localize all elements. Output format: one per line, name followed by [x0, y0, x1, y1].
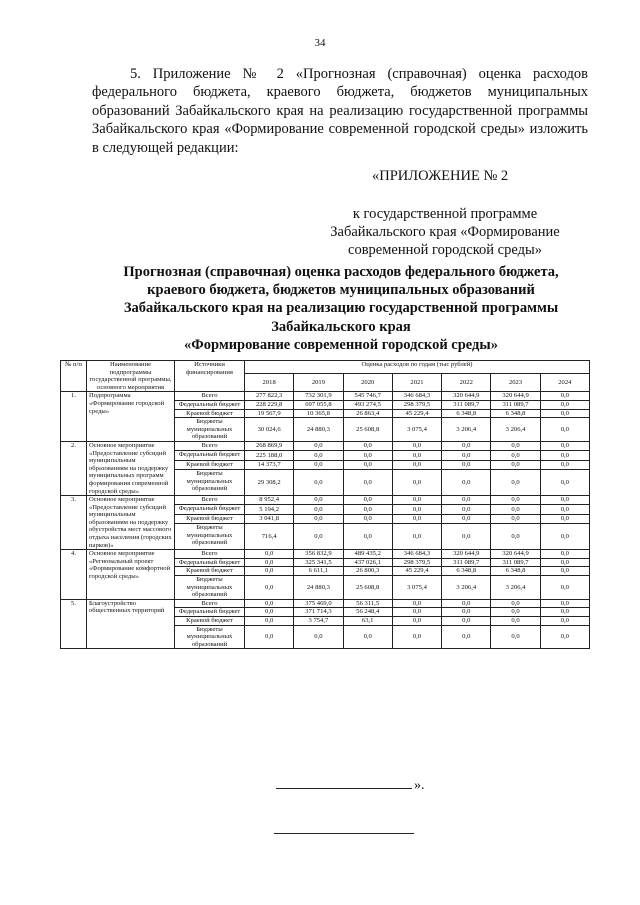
funding-source: Всего — [175, 496, 245, 505]
amount-cell: 0,0 — [491, 470, 540, 496]
amount-cell: 0,0 — [392, 451, 441, 460]
amount-cell: 0,0 — [540, 451, 589, 460]
amount-cell: 0,0 — [343, 451, 392, 460]
title-line-5: «Формирование современной городской среды» — [184, 336, 498, 353]
title-line-4: Забайкальского края — [271, 318, 411, 335]
table-row — [61, 496, 590, 505]
amount-cell: 0,0 — [392, 496, 441, 505]
amount-cell: 0,0 — [442, 505, 491, 514]
amount-cell: 437 026,1 — [343, 558, 392, 567]
amount-cell: 0,0 — [245, 576, 294, 600]
amount-cell: 0,0 — [442, 496, 491, 505]
amendment-paragraph: 5. Приложение № 2 «Прогнозная (справочная) оценка расходов федерального бюджета, краевого бюджета, бюджетов муниципальных образований Забайкальского края на реализацию государственной программы Забайкальского края «Формирование современной городской среды» изложить в следующей редакции: — [92, 66, 588, 156]
funding-source: Краевой бюджет — [175, 460, 245, 469]
amount-cell: 0,0 — [540, 470, 589, 496]
header-year: 2023 — [491, 374, 540, 392]
row-name: Благоустройство общественных территорий — [87, 599, 175, 649]
funding-source: Федеральный бюджет — [175, 558, 245, 567]
amount-cell: 56 311,5 — [343, 599, 392, 608]
amount-cell: 0,0 — [540, 441, 589, 450]
amount-cell: 0,0 — [491, 505, 540, 514]
amount-cell: 0,0 — [491, 496, 540, 505]
amount-cell: 3 206,4 — [491, 576, 540, 600]
amount-cell: 26 800,3 — [343, 567, 392, 576]
amount-cell: 0,0 — [540, 625, 589, 649]
amount-cell: 716,4 — [245, 524, 294, 550]
amount-cell: 489 435,2 — [343, 550, 392, 559]
appendix-title: «ПРИЛОЖЕНИЕ № 2 — [372, 168, 509, 184]
closing-underline — [276, 788, 412, 789]
amount-cell: 0,0 — [540, 617, 589, 626]
amount-cell: 0,0 — [491, 460, 540, 469]
amount-cell: 6 348,8 — [442, 567, 491, 576]
amount-cell: 320 644,9 — [442, 550, 491, 559]
amount-cell: 0,0 — [540, 400, 589, 409]
amount-cell: 0,0 — [491, 524, 540, 550]
amount-cell: 371 714,3 — [294, 608, 343, 617]
table-row — [61, 441, 590, 450]
amount-cell: 8 952,4 — [245, 496, 294, 505]
amount-cell: 0,0 — [540, 524, 589, 550]
amount-cell: 6 348,8 — [491, 567, 540, 576]
amount-cell: 0,0 — [442, 470, 491, 496]
amount-cell: 298 379,5 — [392, 400, 441, 409]
amount-cell: 0,0 — [392, 608, 441, 617]
table-row — [61, 599, 590, 608]
amount-cell: 0,0 — [343, 505, 392, 514]
row-name: Основное мероприятие «Предоставление субсидий муниципальным образованиям на поддержку муниципальных программ формирования современной городской среды» — [87, 441, 175, 495]
table-header-row — [61, 361, 590, 374]
funding-source: Федеральный бюджет — [175, 608, 245, 617]
amount-cell: 0,0 — [245, 550, 294, 559]
funding-source: Краевой бюджет — [175, 409, 245, 418]
amount-cell: 0,0 — [392, 441, 441, 450]
document-title — [80, 263, 602, 354]
amount-cell: 0,0 — [491, 451, 540, 460]
amount-cell: 0,0 — [343, 514, 392, 523]
amount-cell: 325 341,5 — [294, 558, 343, 567]
header-num: № п/п — [61, 361, 87, 392]
amount-cell: 277 822,3 — [245, 392, 294, 401]
amount-cell: 0,0 — [442, 617, 491, 626]
amount-cell: 3 206,4 — [491, 418, 540, 442]
amount-cell: 0,0 — [245, 625, 294, 649]
amount-cell: 0,0 — [245, 599, 294, 608]
amount-cell: 0,0 — [392, 470, 441, 496]
amount-cell: 0,0 — [343, 625, 392, 649]
amount-cell: 0,0 — [540, 599, 589, 608]
amount-cell: 24 880,3 — [294, 576, 343, 600]
funding-source: Всего — [175, 599, 245, 608]
amount-cell: 6 348,8 — [491, 409, 540, 418]
row-number: 4. — [61, 550, 87, 600]
funding-source: Бюджеты муниципальных образований — [175, 524, 245, 550]
funding-source: Всего — [175, 550, 245, 559]
funding-source: Бюджеты муниципальных образований — [175, 470, 245, 496]
funding-source: Всего — [175, 392, 245, 401]
amount-cell: 19 567,9 — [245, 409, 294, 418]
funding-source: Всего — [175, 441, 245, 450]
appendix-line-2: Забайкальского края «Формирование — [330, 224, 560, 240]
amount-cell: 0,0 — [392, 617, 441, 626]
amount-cell: 0,0 — [343, 524, 392, 550]
amount-cell: 732 301,9 — [294, 392, 343, 401]
amount-cell: 0,0 — [540, 409, 589, 418]
title-line-1: Прогнозная (справочная) оценка расходов федерального бюджета, — [123, 264, 559, 280]
table-body — [61, 392, 590, 649]
row-name: Основное мероприятие «Предоставление субсидий муниципальным образованиям на поддержку обустройства мест массового отдыха населения (городских парков)» — [87, 496, 175, 550]
amount-cell: 0,0 — [343, 460, 392, 469]
amount-cell: 29 308,2 — [245, 470, 294, 496]
row-number: 3. — [61, 496, 87, 550]
amount-cell: 24 880,3 — [294, 418, 343, 442]
amount-cell: 0,0 — [540, 505, 589, 514]
amount-cell: 0,0 — [540, 392, 589, 401]
amount-cell: 0,0 — [540, 558, 589, 567]
amount-cell: 375 469,0 — [294, 599, 343, 608]
amount-cell: 25 608,8 — [343, 418, 392, 442]
amount-cell: 0,0 — [294, 524, 343, 550]
amount-cell: 0,0 — [343, 470, 392, 496]
amount-cell: 0,0 — [245, 558, 294, 567]
amount-cell: 0,0 — [540, 514, 589, 523]
amount-cell: 320 644,9 — [491, 392, 540, 401]
row-name: Подпрограмма «Формирование городской среды» — [87, 392, 175, 442]
header-name: Наименование подпрограммы государственной программы, основного мероприятия — [87, 361, 175, 392]
funding-source: Федеральный бюджет — [175, 505, 245, 514]
amount-cell: 26 863,4 — [343, 409, 392, 418]
funding-source: Бюджеты муниципальных образований — [175, 576, 245, 600]
amount-cell: 0,0 — [491, 617, 540, 626]
header-source: Источники финансирования — [175, 361, 245, 392]
amount-cell: 0,0 — [540, 460, 589, 469]
funding-source: Федеральный бюджет — [175, 400, 245, 409]
table-row — [61, 550, 590, 559]
amount-cell: 0,0 — [540, 496, 589, 505]
amount-cell: 311 089,7 — [442, 400, 491, 409]
amount-cell: 30 024,6 — [245, 418, 294, 442]
amount-cell: 493 274,5 — [343, 400, 392, 409]
amount-cell: 0,0 — [540, 418, 589, 442]
amount-cell: 0,0 — [245, 608, 294, 617]
amount-cell: 0,0 — [540, 550, 589, 559]
funding-source: Бюджеты муниципальных образований — [175, 418, 245, 442]
amount-cell: 545 746,7 — [343, 392, 392, 401]
amount-cell: 0,0 — [392, 625, 441, 649]
amount-cell: 0,0 — [491, 441, 540, 450]
amount-cell: 0,0 — [294, 625, 343, 649]
amount-cell: 3 754,7 — [294, 617, 343, 626]
amount-cell: 0,0 — [392, 514, 441, 523]
row-number: 5. — [61, 599, 87, 649]
amount-cell: 0,0 — [442, 524, 491, 550]
amount-cell: 0,0 — [294, 460, 343, 469]
amount-cell: 0,0 — [392, 505, 441, 514]
appendix-line-1: к государственной программе — [352, 206, 538, 222]
amount-cell: 0,0 — [392, 524, 441, 550]
amount-cell: 6 348,8 — [442, 409, 491, 418]
amount-cell: 63,1 — [343, 617, 392, 626]
amount-cell: 346 684,3 — [392, 550, 441, 559]
amount-cell: 0,0 — [540, 576, 589, 600]
amount-cell: 25 608,8 — [343, 576, 392, 600]
amount-cell: 320 644,9 — [491, 550, 540, 559]
amount-cell: 3 041,8 — [245, 514, 294, 523]
amount-cell: 0,0 — [294, 441, 343, 450]
amount-cell: 3 206,4 — [442, 418, 491, 442]
title-line-3: Забайкальского края на реализацию государственной программы — [123, 300, 559, 317]
amount-cell: 3 206,4 — [442, 576, 491, 600]
amount-cell: 0,0 — [442, 608, 491, 617]
amount-cell: 0,0 — [343, 496, 392, 505]
header-year: 2024 — [540, 374, 589, 392]
amount-cell: 268 869,9 — [245, 441, 294, 450]
header-year: 2018 — [245, 374, 294, 392]
amount-cell: 356 832,9 — [294, 550, 343, 559]
amount-cell: 311 089,7 — [491, 400, 540, 409]
amount-cell: 311 089,7 — [491, 558, 540, 567]
amount-cell: 0,0 — [491, 625, 540, 649]
amount-cell: 0,0 — [442, 451, 491, 460]
page-number: 34 — [314, 37, 326, 49]
amount-cell: 298 379,5 — [392, 558, 441, 567]
amount-cell: 3 075,4 — [392, 418, 441, 442]
amount-cell: 10 365,8 — [294, 409, 343, 418]
amount-cell: 0,0 — [442, 599, 491, 608]
header-year: 2021 — [392, 374, 441, 392]
amount-cell: 0,0 — [442, 441, 491, 450]
amount-cell: 311 089,7 — [442, 558, 491, 567]
bottom-rule — [274, 833, 414, 834]
amount-cell: 0,0 — [294, 505, 343, 514]
row-name: Основное мероприятие «Региональный проект «Формирование комфортной городской среды» — [87, 550, 175, 600]
amount-cell: 0,0 — [442, 460, 491, 469]
budget-table — [60, 360, 590, 649]
amount-cell: 0,0 — [491, 599, 540, 608]
funding-source: Бюджеты муниципальных образований — [175, 625, 245, 649]
amount-cell: 0,0 — [294, 496, 343, 505]
amount-cell: 45 229,4 — [392, 409, 441, 418]
amount-cell: 225 188,0 — [245, 451, 294, 460]
closing-quote: ». — [414, 778, 425, 793]
header-year: 2019 — [294, 374, 343, 392]
amount-cell: 697 055,8 — [294, 400, 343, 409]
amount-cell: 0,0 — [491, 514, 540, 523]
amount-cell: 3 075,4 — [392, 576, 441, 600]
amount-cell: 346 684,3 — [392, 392, 441, 401]
title-line-2: краевого бюджета, бюджетов муниципальных образований — [147, 282, 535, 299]
amount-cell: 0,0 — [540, 567, 589, 576]
amount-cell: 0,0 — [294, 514, 343, 523]
amount-cell: 14 373,7 — [245, 460, 294, 469]
amount-cell: 45 229,4 — [392, 567, 441, 576]
amount-cell: 0,0 — [392, 599, 441, 608]
funding-source: Федеральный бюджет — [175, 451, 245, 460]
amount-cell: 0,0 — [343, 441, 392, 450]
header-estimate: Оценка расходов по годам (тыс рублей) — [245, 361, 590, 374]
amount-cell: 0,0 — [245, 617, 294, 626]
amount-cell: 0,0 — [540, 608, 589, 617]
funding-source: Краевой бюджет — [175, 514, 245, 523]
row-number: 2. — [61, 441, 87, 495]
appendix-reference — [300, 205, 590, 259]
header-year: 2020 — [343, 374, 392, 392]
amount-cell: 0,0 — [294, 470, 343, 496]
amount-cell: 6 611,1 — [294, 567, 343, 576]
amount-cell: 0,0 — [392, 460, 441, 469]
amount-cell: 0,0 — [442, 514, 491, 523]
amount-cell: 56 248,4 — [343, 608, 392, 617]
amount-cell: 5 194,2 — [245, 505, 294, 514]
row-number: 1. — [61, 392, 87, 442]
amount-cell: 320 644,9 — [442, 392, 491, 401]
funding-source: Краевой бюджет — [175, 567, 245, 576]
amount-cell: 0,0 — [294, 451, 343, 460]
table-row — [61, 392, 590, 401]
amount-cell: 0,0 — [491, 608, 540, 617]
appendix-line-3: современной городской среды» — [348, 242, 542, 258]
funding-source: Краевой бюджет — [175, 617, 245, 626]
amount-cell: 0,0 — [245, 567, 294, 576]
amount-cell: 0,0 — [442, 625, 491, 649]
amount-cell: 228 229,8 — [245, 400, 294, 409]
header-year: 2022 — [442, 374, 491, 392]
